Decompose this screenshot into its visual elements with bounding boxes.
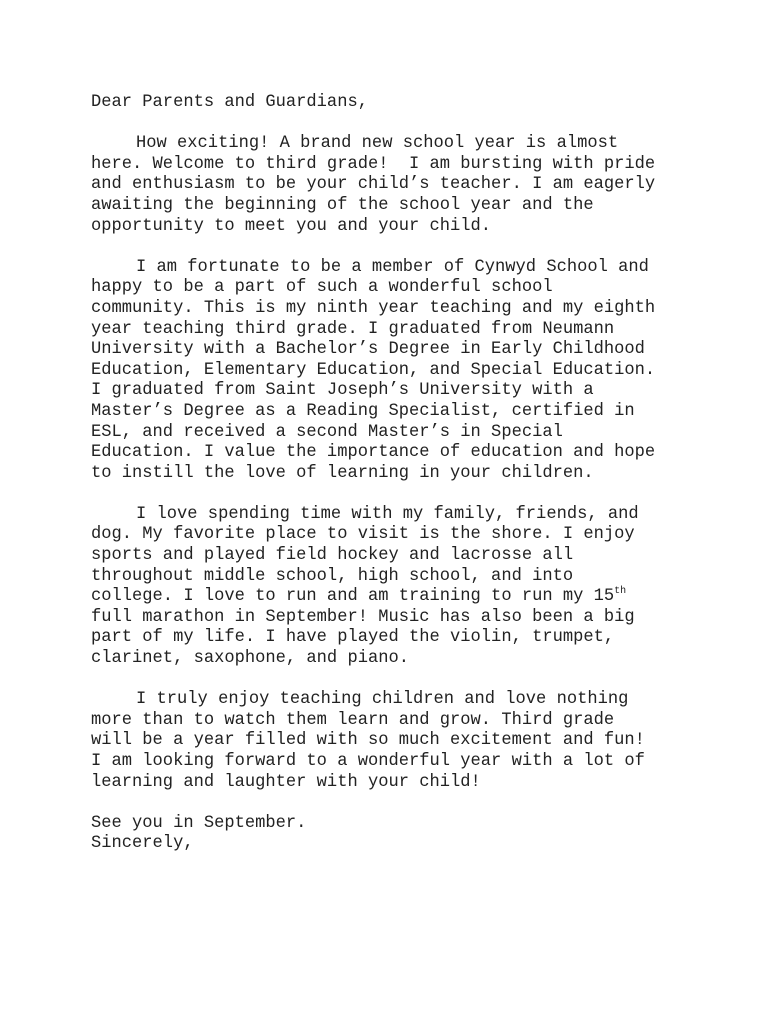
paragraph-line: happy to be a part of such a wonderful school	[91, 278, 553, 298]
paragraph-line: will be a year filled with so much excitement and fun!	[91, 731, 645, 751]
paragraph-line: Education, Elementary Education, and Special Education.	[91, 360, 656, 380]
paragraph-line: to instill the love of learning in your children.	[91, 463, 594, 483]
paragraph-background	[91, 258, 691, 485]
closing-line: See you in September.	[91, 813, 307, 833]
paragraph-line-marathon	[91, 587, 691, 608]
paragraph-line: opportunity to meet you and your child.	[91, 216, 492, 236]
paragraph-line: I love spending time with my family, friends, and	[136, 504, 639, 524]
paragraph-line: clarinet, saxophone, and piano.	[91, 649, 409, 669]
paragraph-line: University with a Bachelor’s Degree in Early Childhood	[91, 340, 645, 360]
paragraph-line: here. Welcome to third grade! I am bursting with pride	[91, 154, 656, 174]
paragraph-line-text: college. I love to run and am training to run my 15	[91, 587, 615, 607]
paragraph-line: I am fortunate to be a member of Cynwyd School and	[136, 257, 649, 277]
salutation: Dear Parents and Guardians,	[91, 93, 368, 112]
paragraph-closing	[91, 690, 691, 793]
paragraph-line: and enthusiasm to be your child’s teacher. I am eagerly	[91, 175, 656, 195]
paragraph-line: part of my life. I have played the violin, trumpet,	[91, 628, 615, 648]
paragraph-line: I truly enjoy teaching children and love nothing	[136, 690, 629, 710]
letter-body	[91, 93, 691, 855]
paragraph-line: ESL, and received a second Master’s in Special	[91, 422, 563, 442]
paragraph-welcome	[91, 134, 691, 237]
paragraph-line: dog. My favorite place to visit is the shore. I enjoy	[91, 525, 635, 545]
paragraph-line: community. This is my ninth year teaching and my eighth	[91, 298, 656, 318]
paragraph-line: I graduated from Saint Joseph’s University with a	[91, 381, 594, 401]
paragraph-line: Education. I value the importance of education and hope	[91, 443, 656, 463]
paragraph-personal	[91, 505, 691, 670]
paragraph-line: How exciting! A brand new school year is almost	[136, 134, 619, 154]
paragraph-line: throughout middle school, high school, and into	[91, 566, 574, 586]
paragraph-line: Master’s Degree as a Reading Specialist, certified in	[91, 401, 635, 421]
ordinal-suffix: th	[614, 586, 627, 598]
paragraph-line: year teaching third grade. I graduated from Neumann	[91, 319, 615, 339]
paragraph-line: awaiting the beginning of the school year and the	[91, 195, 594, 215]
paragraph-line: I am looking forward to a wonderful year with a lot of	[91, 752, 645, 771]
paragraph-line: learning and laughter with your child!	[91, 772, 481, 792]
paragraph-line: full marathon in September! Music has also been a big	[91, 607, 635, 627]
sign-off: Sincerely,	[91, 834, 194, 854]
paragraph-line: sports and played field hockey and lacrosse all	[91, 546, 574, 566]
paragraph-line: more than to watch them learn and grow. Third grade	[91, 710, 615, 730]
